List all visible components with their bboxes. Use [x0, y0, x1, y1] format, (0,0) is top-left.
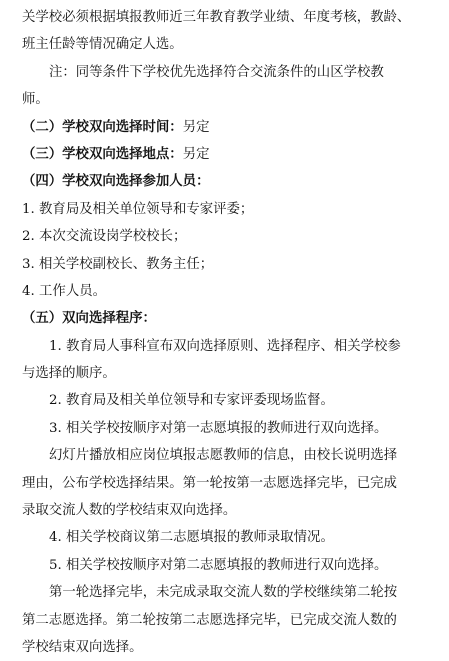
list-item: 4. 相关学校商议第二志愿填报的教师录取情况。 [49, 530, 334, 546]
paragraph-line: 班主任龄等情况确定人选。 [22, 37, 183, 53]
list-item: 2. 本次交流设岗学校校长； [22, 229, 187, 245]
note-line: 注：同等条件下学校优先选择符合交流条件的山区学校教 [49, 64, 384, 80]
paragraph-line: 关学校必须根据填报教师近三年教育教学业绩、年度考核，教龄、 [22, 10, 411, 25]
note-line: 师。 [22, 92, 49, 108]
paragraph-line: 学校结束双向选择。 [22, 639, 143, 655]
list-item: 1. 教育局及相关单位领导和专家评委； [22, 201, 254, 217]
paragraph-line: 理由，公布学校选择结果。第一轮按第一志愿选择完毕，已完成 [22, 475, 397, 491]
list-item: 5. 相关学校按顺序对第二志愿填报的教师进行双向选择。 [49, 557, 388, 573]
paragraph-line: 第一轮选择完毕，未完成录取交流人数的学校继续第二轮按 [49, 585, 398, 601]
paragraph-line: 录取交流人数的学校结束双向选择。 [22, 503, 237, 519]
section-heading-value: 另定 [182, 146, 210, 162]
list-item: 3. 相关学校副校长、教务主任； [22, 256, 214, 272]
paragraph-line: 第二志愿选择。第二轮按第二志愿选择完毕，已完成交流人数的 [22, 612, 397, 628]
paragraph-line: 幻灯片播放相应岗位填报志愿教师的信息，由校长说明选择 [49, 448, 398, 464]
section-heading-label: （二）学校双向选择时间： [22, 118, 183, 135]
list-item: 3. 相关学校按顺序对第一志愿填报的教师进行双向选择。 [49, 420, 388, 436]
list-item-continuation: 与选择的顺序。 [22, 366, 116, 382]
list-item: 4. 工作人员。 [22, 283, 106, 299]
section-heading-time [22, 114, 437, 141]
section-heading-label: （三）学校双向选择地点： [22, 145, 183, 162]
section-heading-participants: （四）学校双向选择参加人员： [22, 173, 210, 190]
section-heading-place [22, 141, 437, 168]
list-item: 1. 教育局人事科宣布双向选择原则、选择程序、相关学校参 [49, 338, 401, 354]
section-heading-procedure: （五）双向选择程序： [22, 310, 156, 327]
document-page [0, 4, 449, 657]
section-heading-value: 另定 [182, 119, 210, 135]
list-item: 2. 教育局及相关单位领导和专家评委现场监督。 [49, 393, 334, 409]
